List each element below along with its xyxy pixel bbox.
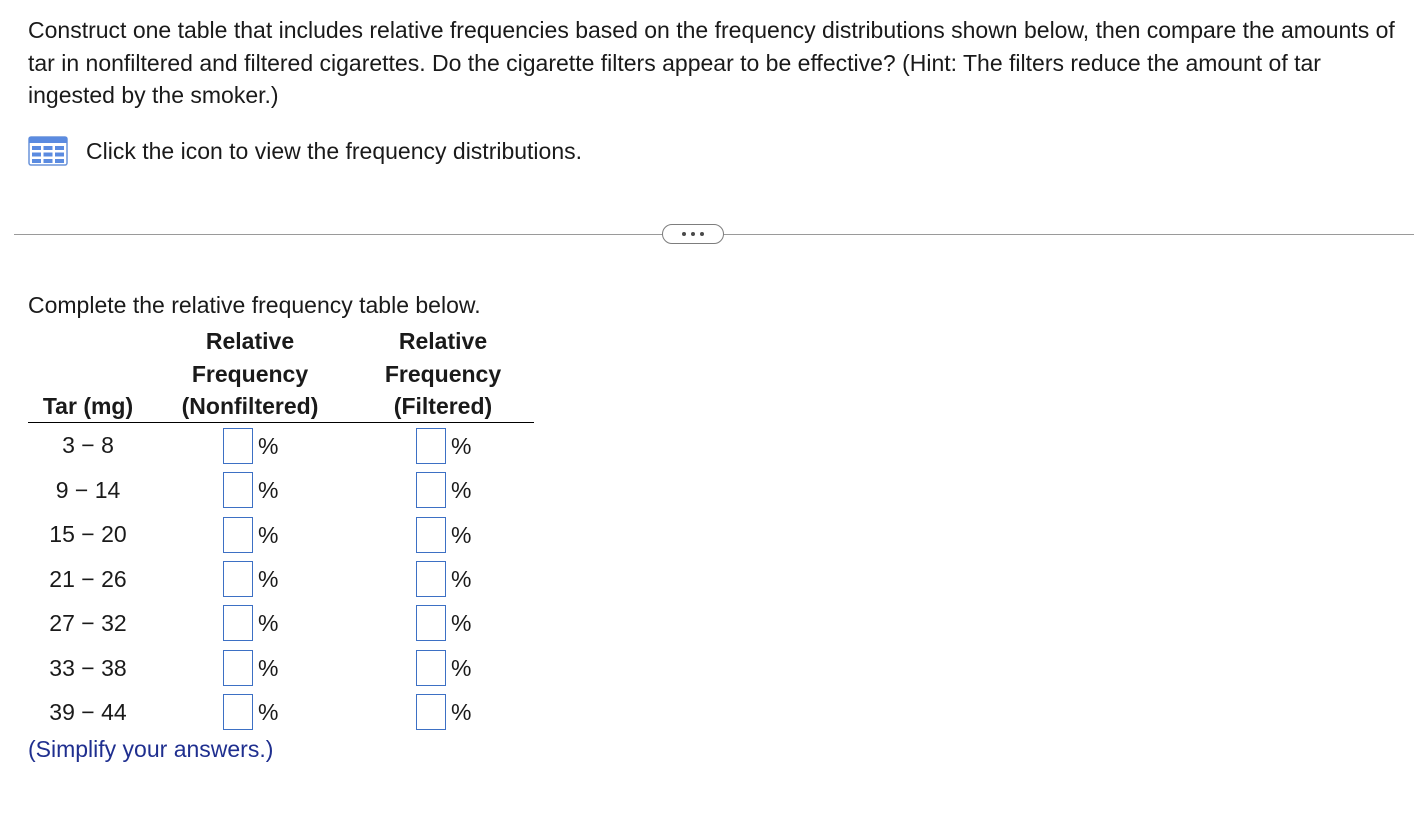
nonfiltered-answer-input[interactable] <box>223 472 253 508</box>
tar-range-label: 21 − 26 <box>49 566 127 592</box>
filtered-answer-input[interactable] <box>416 517 446 553</box>
nonfiltered-answer-input[interactable] <box>223 561 253 597</box>
tar-range-label: 33 − 38 <box>49 655 127 681</box>
filtered-answer-input[interactable] <box>416 561 446 597</box>
header-filtered-line2: Frequency <box>384 360 502 387</box>
percent-unit: % <box>258 477 279 503</box>
percent-unit: % <box>258 610 279 636</box>
simplify-note: (Simplify your answers.) <box>28 736 274 762</box>
nonfiltered-answer-input[interactable] <box>223 428 253 464</box>
filtered-answer-input[interactable] <box>416 428 446 464</box>
percent-unit: % <box>258 433 279 459</box>
percent-unit: % <box>258 655 279 681</box>
table-grid-icon <box>28 136 68 166</box>
table-icon[interactable] <box>28 136 68 166</box>
nonfiltered-answer-input[interactable] <box>223 694 253 730</box>
percent-unit: % <box>451 655 472 681</box>
tar-range-label: 15 − 20 <box>49 521 127 547</box>
tar-range-label: 9 − 14 <box>55 477 121 503</box>
header-nonfiltered-line3: (Nonfiltered) <box>181 393 319 419</box>
percent-unit: % <box>258 699 279 725</box>
percent-unit: % <box>451 433 472 459</box>
percent-unit: % <box>451 522 472 548</box>
dot-icon <box>691 232 695 236</box>
table-instruction: Complete the relative frequency table below. <box>28 292 481 318</box>
percent-unit: % <box>258 566 279 592</box>
nonfiltered-answer-input[interactable] <box>223 517 253 553</box>
header-nonfiltered <box>160 325 340 423</box>
view-distributions-row <box>28 134 582 168</box>
percent-unit: % <box>258 522 279 548</box>
tar-range-label: 39 − 44 <box>49 699 127 725</box>
header-rule <box>28 422 534 423</box>
header-tar: Tar (mg) <box>42 393 134 419</box>
filtered-answer-input[interactable] <box>416 472 446 508</box>
filtered-answer-input[interactable] <box>416 650 446 686</box>
header-filtered-line1: Relative <box>398 328 488 354</box>
more-options-button[interactable] <box>662 224 724 244</box>
header-nonfiltered-line2: Frequency <box>191 360 309 387</box>
filtered-answer-input[interactable] <box>416 694 446 730</box>
percent-unit: % <box>451 699 472 725</box>
percent-unit: % <box>451 610 472 636</box>
tar-range-label: 3 − 8 <box>62 432 114 458</box>
dot-icon <box>700 232 704 236</box>
view-distributions-text: Click the icon to view the frequency distributions. <box>86 137 583 164</box>
header-filtered-line3: (Filtered) <box>393 393 493 419</box>
nonfiltered-answer-input[interactable] <box>223 650 253 686</box>
percent-unit: % <box>451 566 472 592</box>
filtered-answer-input[interactable] <box>416 605 446 641</box>
percent-unit: % <box>451 477 472 503</box>
nonfiltered-answer-input[interactable] <box>223 605 253 641</box>
question-text: Construct one table that includes relative frequencies based on the frequency distributions shown below, then compare the amounts of tar in nonfiltered and filtered cigarettes. Do the cigarette filters appear to be effective? (Hint: The filters reduce the amount of tar ingested by the smoker.) <box>28 17 1395 108</box>
dot-icon <box>682 232 686 236</box>
header-nonfiltered-line1: Relative <box>205 328 295 354</box>
tar-range-label: 27 − 32 <box>49 610 127 636</box>
header-filtered <box>358 325 528 423</box>
